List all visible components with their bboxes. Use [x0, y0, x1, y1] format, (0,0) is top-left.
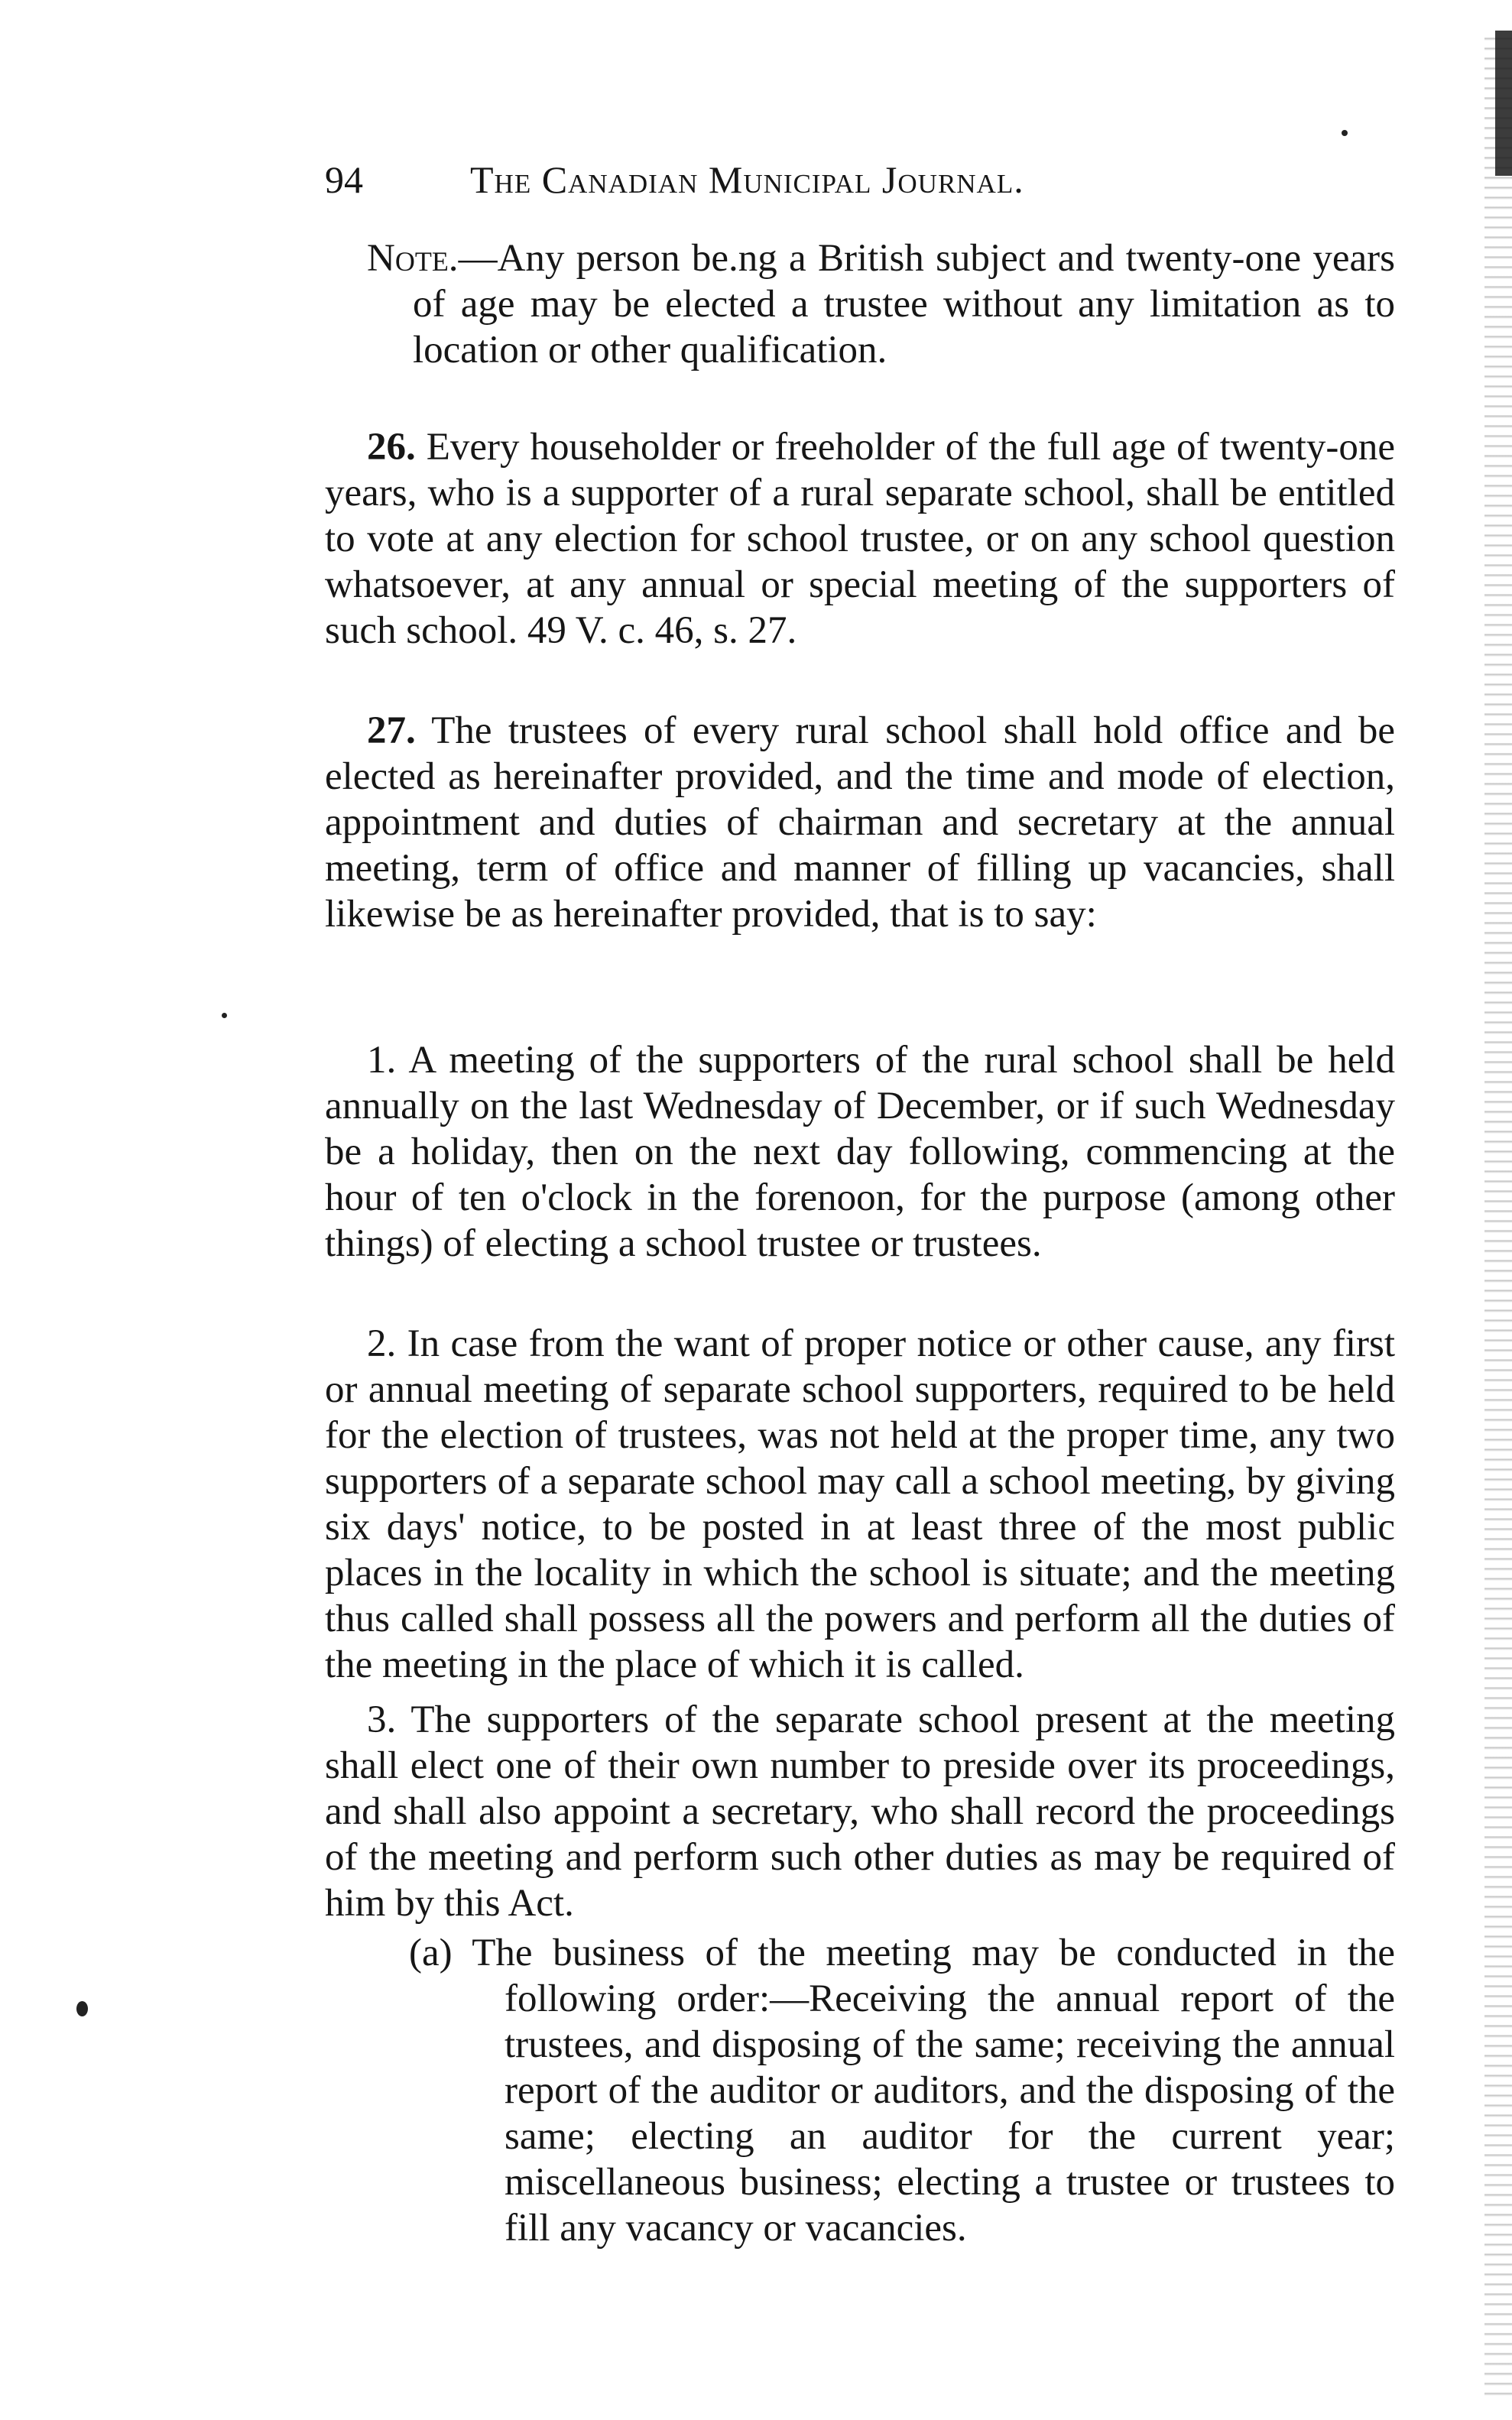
running-title: The Canadian Municipal Journal.	[470, 158, 1024, 201]
section-27-number: 27.	[367, 709, 416, 752]
section-27-paragraph	[325, 708, 1395, 937]
ink-speck	[222, 1013, 227, 1018]
item-3-paragraph: 3. The supporters of the separate school present at the meeting shall elect one of their own number to preside over its proceedings, and shall also appoint a secretary, who shall record the proceedings of the meeting and perform such other duties as may be required of him by this Act.	[325, 1698, 1395, 1925]
item-1-paragraph: 1. A meeting of the supporters of the rural school shall be held annually on the last Wednesday of December, or if such Wednesday be a holiday, then on the next day following, commencing at the hour of ten o'clock in the forenoon, for the purpose (among other things) of electing a school trustee or trustees.	[325, 1039, 1395, 1265]
note-paragraph	[325, 235, 1395, 373]
page-number: 94	[325, 158, 363, 201]
page-header	[325, 153, 1395, 206]
item-a-paragraph: (a) The business of the meeting may be conducted in the following order:—Receiving the annual report of the trustees, and disposing of the same; receiving the annual report of the auditor or auditors, and the disposing of the same; electing an auditor for the current year; miscellaneous business; electing a trustee or trustees to fill any vacancy or vacancies.	[409, 1932, 1395, 2250]
section-26-text: Every householder or freeholder of the full age of twenty-one years, who is a supporter of a rural separate school, shall be entitled to vote at any election for school trustee, or on any school question whatsoever, at any annual or special meeting of the supporters of such school. 49 V. c. 46, s. 27.	[325, 426, 1396, 652]
item-2-paragraph: 2. In case from the want of proper notice or other cause, any first or annual meeting of separate school supporters, required to be held for the election of trustees, was not held at the proper time, any two supporters of a separate school may call a school meeting, by giving six days' notice, to be posted in at least three of the most public places in the locality in which the school is situate; and the meeting thus called shall possess all the powers and perform all the duties of the meeting in the place of which it is called.	[325, 1322, 1395, 1686]
note-heading: Note.	[367, 237, 459, 280]
section-26-paragraph	[325, 424, 1395, 654]
section-27-text: The trustees of every rural school shall hold office and be elected as hereinafter provided, and the time and mode of election, appointment and duties of chairman and secretary at the annual meeting, term of office and manner of filling up vacancies, shall likewise be as hereinafter provided, that is to say:	[325, 709, 1395, 936]
section-26-number: 26.	[367, 426, 416, 469]
scan-edge-artifact	[1484, 31, 1512, 2400]
scan-edge-dark-artifact	[1495, 31, 1512, 176]
note-text: —Any person be.ng a British subject and twenty-one years of age may be elected a trustee without any limitation as to location or other qualification.	[413, 237, 1395, 371]
ink-blot	[76, 2001, 88, 2016]
ink-speck	[1342, 130, 1348, 136]
